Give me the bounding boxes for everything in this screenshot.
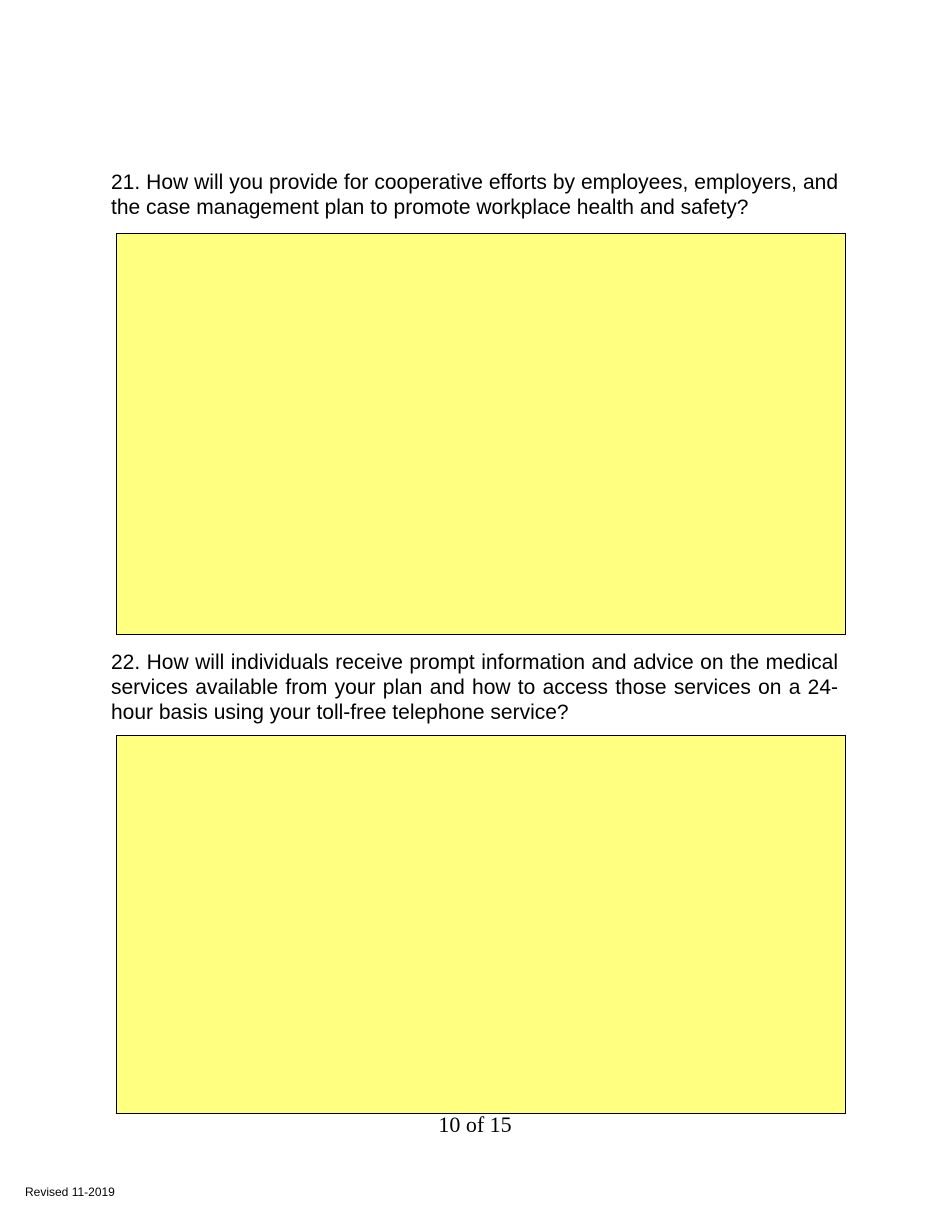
question-21-text: 21. How will you provide for cooperative efforts by employees, employers, and the case management plan to promote workplace health and safety? <box>111 171 838 219</box>
revision-date: Revised 11-2019 <box>25 1185 115 1199</box>
question-22-answer-field[interactable] <box>116 735 846 1114</box>
page-number: 10 of 15 <box>438 1112 512 1137</box>
question-22-text: 22. How will individuals receive prompt information and advice on the medical services available from your plan and how to access those services on a 24-hour basis using your toll-free telephone service? <box>111 651 838 724</box>
question-21-answer-field[interactable] <box>116 233 846 635</box>
